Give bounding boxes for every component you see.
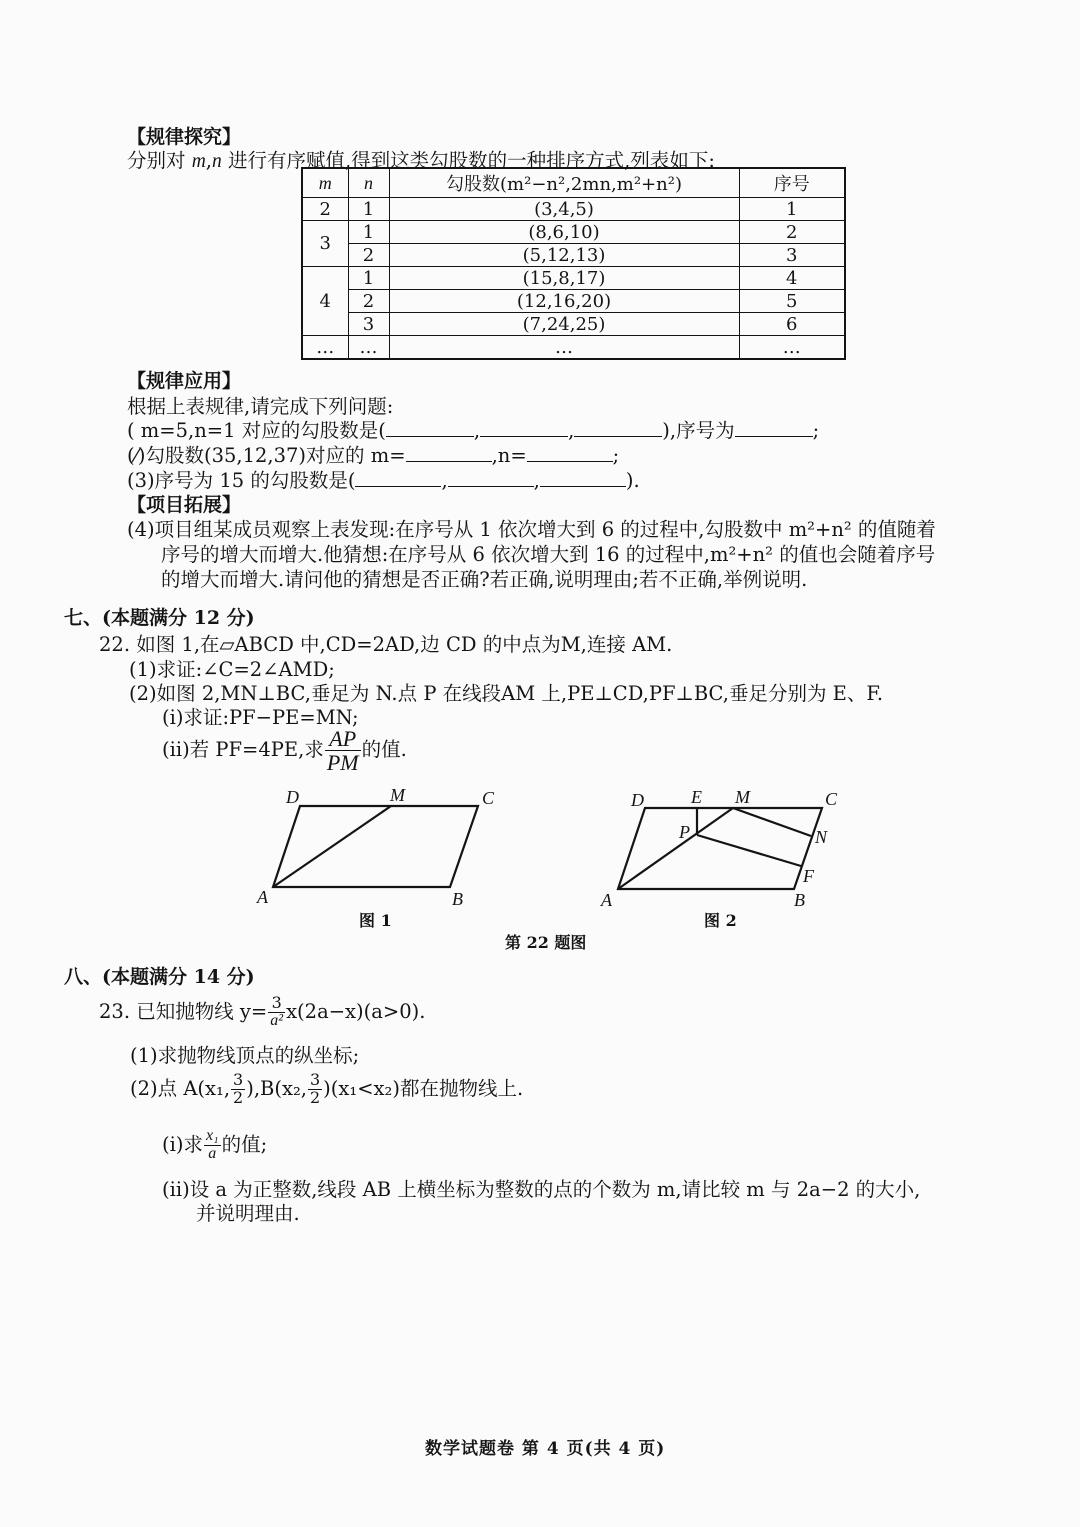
label-d: D: [631, 790, 644, 810]
cell-index: 1: [739, 198, 845, 221]
label-d: D: [286, 787, 299, 807]
fraction-3-over-a2: $\frac{3}{\text{a²}}$: [270, 993, 284, 1029]
project-heading: 【项目拓展】: [127, 494, 242, 516]
rule-explore-heading: 【规律探究】: [127, 126, 242, 148]
cell-n: 2: [348, 290, 389, 313]
cell-triple: (3,4,5): [389, 198, 739, 221]
rule-explore-intro: 分别对 m,n 进行有序赋值,得到这类勾股数的一种排序方式,列表如下:: [127, 149, 715, 172]
cell-triple: (8,6,10): [389, 221, 739, 244]
cell-ellipsis: …: [302, 336, 348, 360]
cell-n: 1: [348, 267, 389, 290]
question-23-2i: (i)求 $\frac{\text{x₁}}{a}$ 的值;: [162, 1127, 268, 1162]
question-23-2ii-line1: (ii)设 a 为正整数,线段 AB 上横坐标为整数的点的个数为 m,请比较 m 与 2a−2 的大小,: [162, 1178, 921, 1201]
label-n: N: [815, 827, 828, 847]
segment-am: [273, 806, 391, 887]
parallelogram-abcd-2: [618, 808, 822, 889]
header-triple: 勾股数(m²−n²,2mn,m²+n²): [389, 168, 739, 198]
cell-index: 5: [739, 290, 845, 313]
rule-apply-heading: 【规律应用】: [127, 370, 242, 392]
label-c: C: [825, 789, 838, 809]
label-m: M: [390, 785, 405, 805]
figure-group-caption: 第 22 题图: [505, 933, 587, 952]
header-n: n: [348, 168, 389, 198]
label-p: P: [679, 822, 690, 842]
cell-ellipsis: …: [389, 336, 739, 360]
cell-n: 2: [348, 244, 389, 267]
segment-am-2: [618, 808, 733, 889]
fraction-3-over-2: $\frac{3}{2}$: [309, 1070, 321, 1107]
label-b: B: [794, 890, 805, 910]
figure-2: [618, 808, 822, 889]
question-23-1: (1)求抛物线顶点的纵坐标;: [130, 1044, 360, 1067]
segment-mn: [733, 808, 811, 836]
label-e: E: [691, 787, 702, 807]
cell-index: 2: [739, 221, 845, 244]
cell-m: 3: [302, 221, 348, 267]
section-7-title: 七、(本题满分 12 分): [64, 607, 255, 629]
section-8-title: 八、(本题满分 14 分): [64, 966, 255, 988]
question-22-2: (2)如图 2,MN⊥BC,垂足为 N.点 P 在线段AM 上,PE⊥CD,PF⊥BC,垂足分别为 E、F.: [129, 682, 884, 705]
question-22-1: (1)求证:∠C=2∠AMD;: [129, 658, 335, 681]
question-22-2ii: (ii)若 PF=4PE,求 $\frac{AP}{PM}$ 的值.: [162, 726, 407, 776]
label-a: A: [257, 887, 268, 907]
figure-1-labels: [256, 785, 495, 909]
cell-m: 4: [302, 267, 348, 336]
question-23-2: (2)点 A(x₁, $\frac{3}{2}$ ),B(x₂, $\frac{3}{2}$ )(x₁<x₂)都在抛物线上.: [130, 1070, 524, 1107]
question-4-line1: (4)项目组某成员观察上表发现:在序号从 1 依次增大到 6 的过程中,勾股数中 m²+n² 的值随着: [127, 518, 936, 541]
cell-triple: (7,24,25): [389, 313, 739, 336]
question-3: (3)序号为 15 的勾股数是( , , ).: [127, 469, 640, 492]
cell-n: 1: [348, 198, 389, 221]
cell-ellipsis: …: [348, 336, 389, 360]
figure-1: [273, 806, 478, 887]
label-m: M: [735, 787, 750, 807]
cell-index: 3: [739, 244, 845, 267]
parallelogram-abcd: [273, 806, 478, 887]
figure-1-caption: 图 1: [359, 911, 392, 930]
label-c: C: [482, 788, 495, 808]
cell-m: 2: [302, 198, 348, 221]
cell-index: 6: [739, 313, 845, 336]
page-footer: 数学试题卷 第 4 页(共 4 页): [425, 1439, 666, 1459]
question-23: 23. 已知抛物线 y= $\frac{3}{\text{a²}}$ x(2a−x)(a>0).: [99, 993, 426, 1029]
cell-ellipsis: …: [739, 336, 845, 360]
question-22-2i: (i)求证:PF−PE=MN;: [162, 706, 359, 729]
question-1: ( m=5,n=1 对应的勾股数是( , , ),序号为 ;: [127, 419, 820, 442]
rule-apply-intro: 根据上表规律,请完成下列问题:: [127, 395, 394, 418]
header-index: 序号: [739, 168, 845, 198]
fraction-x1-over-a: $\frac{\text{x₁}}{a}$: [205, 1127, 219, 1162]
figure-2-caption: 图 2: [704, 911, 737, 930]
cell-index: 4: [739, 267, 845, 290]
label-f: F: [803, 866, 814, 886]
cell-triple: (12,16,20): [389, 290, 739, 313]
fraction-3-over-2: $\frac{3}{2}$: [233, 1070, 244, 1107]
cell-triple: (5,12,13): [389, 244, 739, 267]
question-22: 22. 如图 1,在▱ABCD 中,CD=2AD,边 CD 的中点为M,连接 AM.: [99, 633, 673, 656]
segment-pf: [697, 835, 801, 866]
question-4-line2: 序号的增大而增大.他猜想:在序号从 6 依次增大到 16 的过程中,m²+n² 的值也会随着序号: [161, 543, 936, 566]
cell-n: 3: [348, 313, 389, 336]
cell-n: 1: [348, 221, 389, 244]
cell-triple: (15,8,17): [389, 267, 739, 290]
question-23-2ii-line2: 并说明理由.: [196, 1202, 300, 1225]
question-4-line3: 的增大而增大.请问他的猜想是否正确?若正确,说明理由;若不正确,举例说明.: [161, 568, 808, 591]
fraction-ap-pm: $\frac{AP}{PM}$: [326, 726, 359, 776]
question-2: (⁄)勾股数(35,12,37)对应的 m= ,n= ;: [127, 444, 620, 467]
label-a: A: [601, 890, 612, 910]
figure-2-labels: [600, 787, 838, 910]
label-b: B: [452, 889, 463, 909]
header-m: m: [302, 168, 348, 198]
